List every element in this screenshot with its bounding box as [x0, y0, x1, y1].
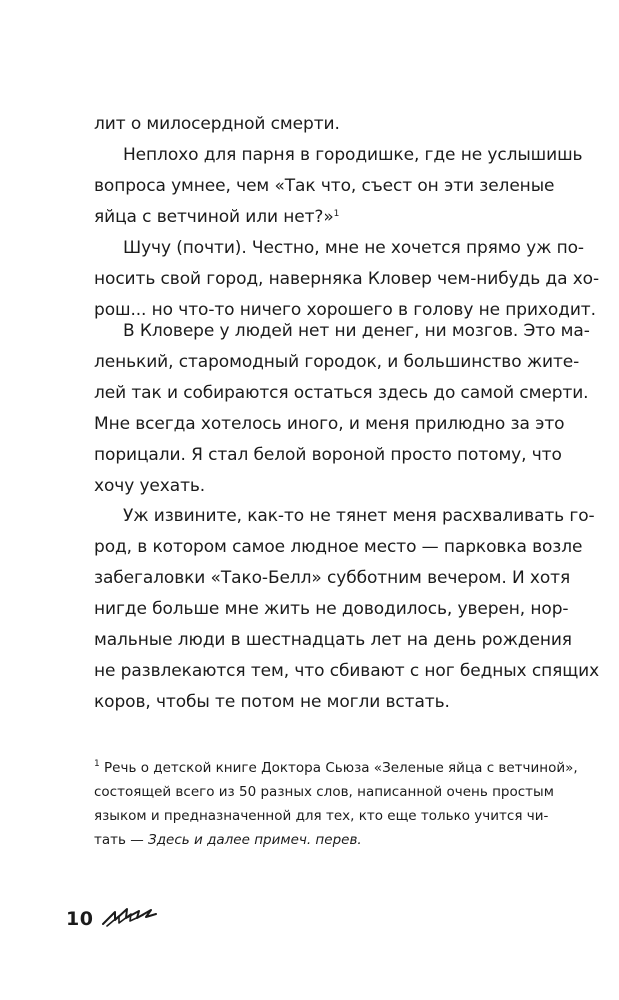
paragraph-4: [94, 316, 590, 502]
page-number: 10: [66, 908, 94, 930]
text-line: коров, чтобы те потом не могли встать.: [94, 692, 450, 712]
lightning-zigzag-icon: [101, 906, 159, 932]
text-line: нигде больше мне жить не доводилось, уверен, нор-: [94, 599, 569, 619]
text-line: лит о милосердной смерти.: [94, 114, 340, 134]
text-line: род, в котором самое людное место — парковка возле: [94, 537, 583, 557]
text-line: мальные люди в шестнадцать лет на день рождения: [94, 630, 572, 650]
paragraph-2: [94, 140, 583, 233]
text-line: вопроса умнее, чем «Так что, съест он эти зеленые: [94, 176, 555, 196]
footnote-line: $^1$ Речь о детской книге Доктора Сьюза «Зеленые яйца с ветчиной»,: [94, 759, 578, 776]
paragraph-5: [94, 501, 600, 718]
footnote-line: состоящей всего из 50 разных слов, написанной очень простым: [94, 784, 554, 800]
text-line: Уж извините, как-то не тянет меня расхваливать го-: [123, 506, 595, 526]
paragraph-3: [94, 233, 599, 326]
footnote-note: Здесь и далее примеч. перев.: [148, 832, 362, 848]
text-line: Неплохо для парня в городишке, где не услышишь: [123, 145, 583, 165]
text-line: лей так и собираются остаться здесь до самой смерти.: [94, 383, 589, 403]
text-line: Мне всегда хотелось иного, и меня прилюдно за это: [94, 414, 565, 434]
text-line: носить свой город, наверняка Кловер чем-нибудь да хо-: [94, 269, 599, 289]
paragraph-1: [94, 109, 532, 140]
text-line: В Кловере у людей нет ни денег, ни мозгов. Это ма-: [123, 321, 590, 341]
text-line: порицали. Я стал белой вороной просто потому, что: [94, 445, 562, 465]
text-line: яйца с ветчиной или нет?»$^1$: [94, 207, 340, 227]
footnote-marker: 1: [94, 759, 100, 769]
footnote-line: тать — Здесь и далее примеч. перев.: [94, 832, 362, 848]
text-line: забегаловки «Тако-Белл» субботним вечером. И хотя: [94, 568, 571, 588]
text-line: ленький, старомодный городок, и большинство жите-: [94, 352, 580, 372]
footnote-reference: 1: [333, 209, 340, 219]
text-line: Шучу (почти). Честно, мне не хочется прямо уж по-: [123, 238, 584, 258]
text-line: не развлекаются тем, что сбивают с ног бедных спящих: [94, 661, 600, 681]
page-footer: [66, 904, 159, 934]
text-line: хочу уехать.: [94, 476, 206, 496]
text-line: рош... но что-то ничего хорошего в голову не приходит.: [94, 300, 596, 320]
footnote-line: языком и предназначенной для тех, кто еще только учится чи-: [94, 808, 549, 824]
footnote: [94, 756, 578, 852]
